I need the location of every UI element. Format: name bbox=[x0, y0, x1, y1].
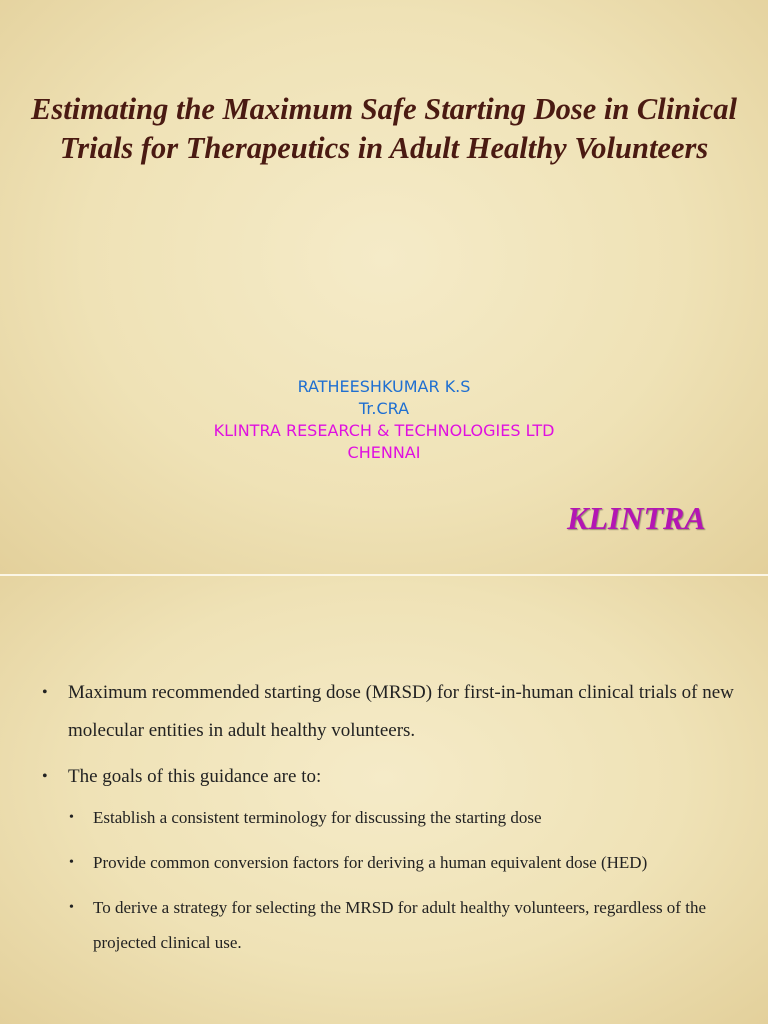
slide-title: Estimating the Maximum Safe Starting Dose in Clinical Trials for Therapeutics in Adult Healthy Volunteers bbox=[31, 92, 737, 165]
bullet-list bbox=[42, 674, 742, 970]
bullet-item bbox=[42, 758, 742, 960]
sub-bullet-item: • Provide common conversion factors for deriving a human equivalent dose (HED) bbox=[69, 845, 735, 880]
sub-bullet-list bbox=[68, 800, 742, 960]
bullet-text: The goals of this guidance are to: bbox=[68, 766, 322, 787]
bullet-item: • Maximum recommended starting dose (MRSD) for first-in-human clinical trials of new molecular entities in adult healthy volunteers. bbox=[42, 674, 742, 750]
author-role: Tr.CRA bbox=[358, 399, 410, 418]
content-slide bbox=[0, 576, 768, 1024]
company-name: KLINTRA RESEARCH & TECHNOLOGIES LTD bbox=[213, 421, 555, 440]
klintra-logo: KLINTRA bbox=[567, 500, 706, 536]
author-name: RATHEESHKUMAR K.S bbox=[297, 377, 471, 396]
sub-bullet-item: • To derive a strategy for selecting the MRSD for adult healthy volunteers, regardless of the projected clinical use. bbox=[69, 890, 735, 960]
sub-bullet-item: • Establish a consistent terminology for discussing the starting dose bbox=[69, 800, 735, 835]
company-city: CHENNAI bbox=[347, 443, 421, 462]
author-block bbox=[0, 376, 768, 464]
